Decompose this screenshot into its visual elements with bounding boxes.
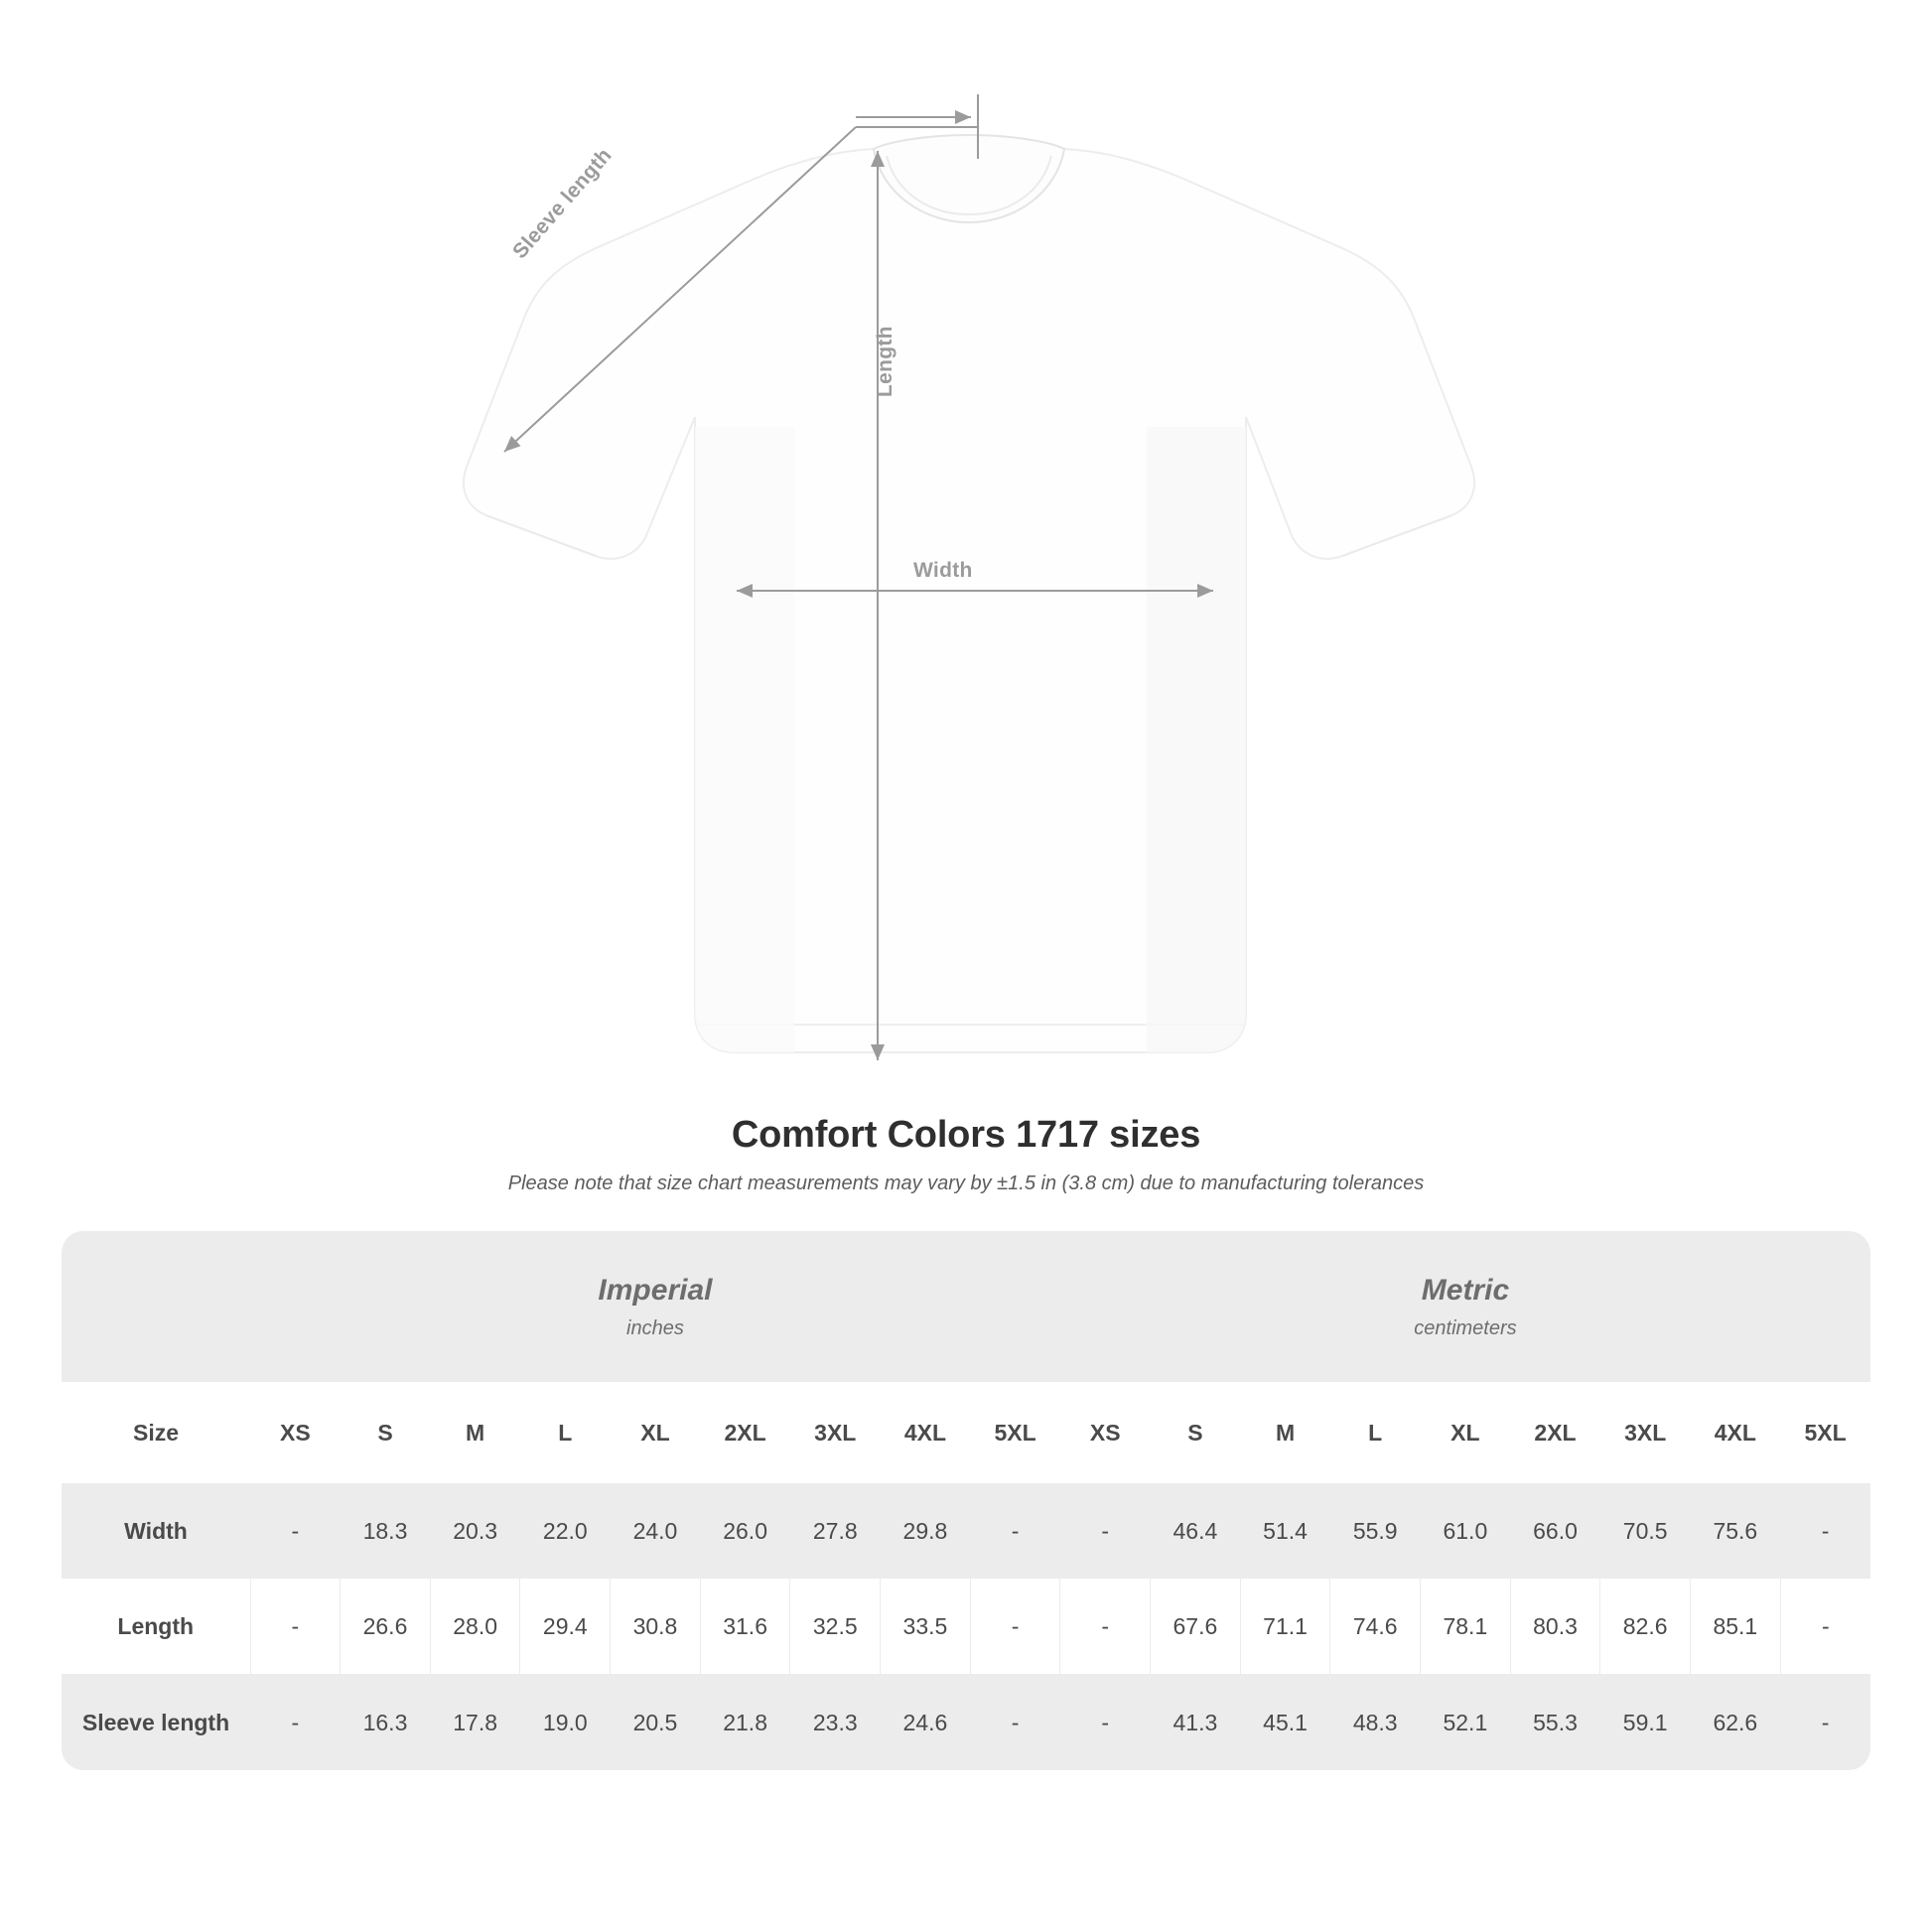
- size-header-metric-7: 4XL: [1691, 1382, 1781, 1483]
- size-header-imperial-6: 3XL: [790, 1382, 881, 1483]
- cell-length-metric-0: -: [1060, 1579, 1151, 1675]
- size-header-metric-4: XL: [1421, 1382, 1511, 1483]
- size-header-imperial-5: 2XL: [700, 1382, 790, 1483]
- cell-width-metric-7: 75.6: [1691, 1483, 1781, 1579]
- size-header-label: Size: [62, 1382, 250, 1483]
- cell-width-metric-0: -: [1060, 1483, 1151, 1579]
- size-header-metric-0: XS: [1060, 1382, 1151, 1483]
- cell-width-metric-2: 51.4: [1240, 1483, 1330, 1579]
- cell-length-metric-5: 80.3: [1510, 1579, 1600, 1675]
- cell-sleeve-imperial-1: 16.3: [341, 1675, 431, 1771]
- unit-metric-sub: centimeters: [1414, 1316, 1517, 1339]
- size-header-metric-6: 3XL: [1600, 1382, 1691, 1483]
- cell-length-imperial-4: 30.8: [611, 1579, 701, 1675]
- cell-sleeve-imperial-0: -: [250, 1675, 341, 1771]
- cell-length-metric-7: 85.1: [1691, 1579, 1781, 1675]
- unit-metric: [1060, 1231, 1870, 1382]
- size-header-metric-8: 5XL: [1780, 1382, 1870, 1483]
- size-header-metric-1: S: [1151, 1382, 1241, 1483]
- size-header-imperial-7: 4XL: [881, 1382, 971, 1483]
- tolerance-note: Please note that size chart measurements may vary by ±1.5 in (3.8 cm) due to manufacturing tolerances: [507, 1173, 1425, 1194]
- shirt-shape: [464, 135, 1474, 1052]
- cell-width-imperial-2: 20.3: [430, 1483, 520, 1579]
- cell-width-imperial-5: 26.0: [700, 1483, 790, 1579]
- unit-imperial-name: Imperial: [598, 1273, 713, 1307]
- size-header-metric-3: L: [1330, 1382, 1421, 1483]
- page-title: Comfort Colors 1717 sizes: [731, 1114, 1201, 1156]
- size-header-imperial-4: XL: [611, 1382, 701, 1483]
- unit-row-corner: [62, 1231, 250, 1382]
- size-header-metric-2: M: [1240, 1382, 1330, 1483]
- cell-sleeve-metric-4: 52.1: [1421, 1675, 1511, 1771]
- table-row: [62, 1675, 1870, 1771]
- cell-width-metric-6: 70.5: [1600, 1483, 1691, 1579]
- row-label-width: Width: [62, 1483, 250, 1579]
- cell-sleeve-metric-0: -: [1060, 1675, 1151, 1771]
- size-header-row: [62, 1382, 1870, 1483]
- size-chart-table-wrap: [62, 1231, 1870, 1770]
- cell-width-imperial-0: -: [250, 1483, 341, 1579]
- cell-width-metric-8: -: [1780, 1483, 1870, 1579]
- width-label: Width: [913, 559, 973, 582]
- cell-width-imperial-4: 24.0: [611, 1483, 701, 1579]
- cell-length-imperial-6: 32.5: [790, 1579, 881, 1675]
- cell-width-metric-5: 66.0: [1510, 1483, 1600, 1579]
- row-label-sleeve-length: Sleeve length: [62, 1675, 250, 1771]
- table-row: [62, 1483, 1870, 1579]
- size-header-metric-5: 2XL: [1510, 1382, 1600, 1483]
- cell-sleeve-metric-3: 48.3: [1330, 1675, 1421, 1771]
- cell-length-imperial-3: 29.4: [520, 1579, 611, 1675]
- cell-length-imperial-0: -: [250, 1579, 341, 1675]
- size-header-imperial-2: M: [430, 1382, 520, 1483]
- cell-length-imperial-7: 33.5: [881, 1579, 971, 1675]
- cell-width-metric-1: 46.4: [1151, 1483, 1241, 1579]
- unit-imperial-sub: inches: [626, 1316, 684, 1339]
- sleeve-length-label: Sleeve length: [508, 143, 617, 264]
- cell-sleeve-imperial-2: 17.8: [430, 1675, 520, 1771]
- cell-sleeve-imperial-4: 20.5: [611, 1675, 701, 1771]
- cell-length-imperial-8: -: [970, 1579, 1060, 1675]
- cell-width-imperial-1: 18.3: [341, 1483, 431, 1579]
- cell-sleeve-imperial-3: 19.0: [520, 1675, 611, 1771]
- unit-header-row: [62, 1231, 1870, 1382]
- cell-length-metric-4: 78.1: [1421, 1579, 1511, 1675]
- row-label-length: Length: [62, 1579, 250, 1675]
- cell-width-imperial-3: 22.0: [520, 1483, 611, 1579]
- cell-length-metric-2: 71.1: [1240, 1579, 1330, 1675]
- title-block: [0, 1114, 1932, 1195]
- size-header-imperial-0: XS: [250, 1382, 341, 1483]
- cell-length-imperial-5: 31.6: [700, 1579, 790, 1675]
- cell-width-metric-3: 55.9: [1330, 1483, 1421, 1579]
- cell-length-metric-3: 74.6: [1330, 1579, 1421, 1675]
- size-header-imperial-1: S: [341, 1382, 431, 1483]
- cell-sleeve-metric-8: -: [1780, 1675, 1870, 1771]
- size-header-imperial-8: 5XL: [970, 1382, 1060, 1483]
- cell-sleeve-imperial-5: 21.8: [700, 1675, 790, 1771]
- table-row: [62, 1579, 1870, 1675]
- cell-length-metric-6: 82.6: [1600, 1579, 1691, 1675]
- size-header-imperial-3: L: [520, 1382, 611, 1483]
- cell-sleeve-imperial-6: 23.3: [790, 1675, 881, 1771]
- cell-width-imperial-6: 27.8: [790, 1483, 881, 1579]
- cell-sleeve-metric-5: 55.3: [1510, 1675, 1600, 1771]
- cell-sleeve-metric-6: 59.1: [1600, 1675, 1691, 1771]
- size-chart-table: [62, 1231, 1870, 1770]
- cell-sleeve-metric-7: 62.6: [1691, 1675, 1781, 1771]
- cell-length-imperial-1: 26.6: [341, 1579, 431, 1675]
- cell-length-metric-1: 67.6: [1151, 1579, 1241, 1675]
- cell-sleeve-imperial-8: -: [970, 1675, 1060, 1771]
- cell-width-imperial-7: 29.8: [881, 1483, 971, 1579]
- cell-width-imperial-8: -: [970, 1483, 1060, 1579]
- length-label: Length: [874, 326, 897, 397]
- cell-sleeve-imperial-7: 24.6: [881, 1675, 971, 1771]
- cell-length-imperial-2: 28.0: [430, 1579, 520, 1675]
- cell-sleeve-metric-1: 41.3: [1151, 1675, 1241, 1771]
- cell-sleeve-metric-2: 45.1: [1240, 1675, 1330, 1771]
- unit-imperial: [250, 1231, 1060, 1382]
- cell-width-metric-4: 61.0: [1421, 1483, 1511, 1579]
- cell-length-metric-8: -: [1780, 1579, 1870, 1675]
- unit-metric-name: Metric: [1421, 1273, 1510, 1307]
